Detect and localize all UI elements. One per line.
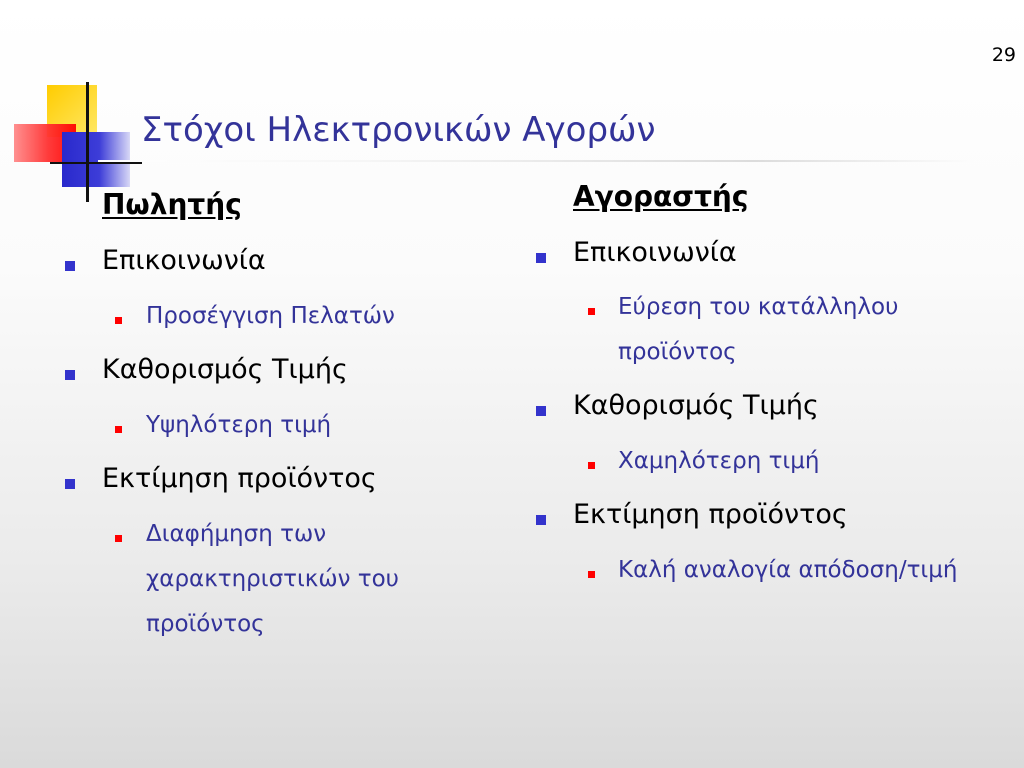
seller-heading: Πωλητής: [102, 188, 242, 221]
sub-bullet-icon: [115, 317, 122, 324]
buyer-heading: Αγοραστής: [573, 180, 749, 213]
buyer-item-communication: Επικοινωνία: [573, 237, 737, 268]
sub-bullet-icon: [115, 535, 122, 542]
sub-bullet-icon: [588, 308, 595, 315]
buyer-item-pricing: Καθορισμός Τιμής: [573, 390, 819, 421]
seller-item-communication: Επικοινωνία: [102, 245, 266, 276]
horizontal-rule: [50, 162, 142, 164]
bullet-icon: [65, 370, 75, 380]
sub-bullet-icon: [588, 462, 595, 469]
buyer-subitem-find-product: Εύρεση του κατάλληλου προϊόντος: [618, 294, 899, 365]
seller-subitem-customer-approach: Προσέγγιση Πελατών: [146, 303, 395, 329]
slide-number: 29: [991, 44, 1016, 66]
buyer-subitem-lower-price: Χαμηλότερη τιμή: [618, 448, 820, 474]
sub-bullet-icon: [588, 571, 595, 578]
buyer-item-product-evaluation: Εκτίμηση προϊόντος: [573, 499, 848, 530]
seller-subitem-higher-price: Υψηλότερη τιμή: [146, 412, 332, 438]
bullet-icon: [536, 406, 546, 416]
slide-title: Στόχοι Ηλεκτρονικών Αγορών: [141, 110, 656, 150]
seller-item-product-evaluation: Εκτίμηση προϊόντος: [102, 463, 377, 494]
bullet-icon: [65, 261, 75, 271]
decorative-squares-logo: [10, 82, 150, 202]
seller-subitem-advertising: Διαφήμηση των χαρακτηριστικών του προϊόντος: [146, 521, 399, 637]
buyer-subitem-value-for-money: Καλή αναλογία απόδοση/τιμή: [618, 557, 958, 583]
bullet-icon: [65, 479, 75, 489]
vertical-rule: [86, 82, 89, 202]
sub-bullet-icon: [115, 426, 122, 433]
bullet-icon: [536, 515, 546, 525]
seller-item-pricing: Καθορισμός Τιμής: [102, 354, 348, 385]
title-underline: [98, 160, 974, 162]
bullet-icon: [536, 253, 546, 263]
